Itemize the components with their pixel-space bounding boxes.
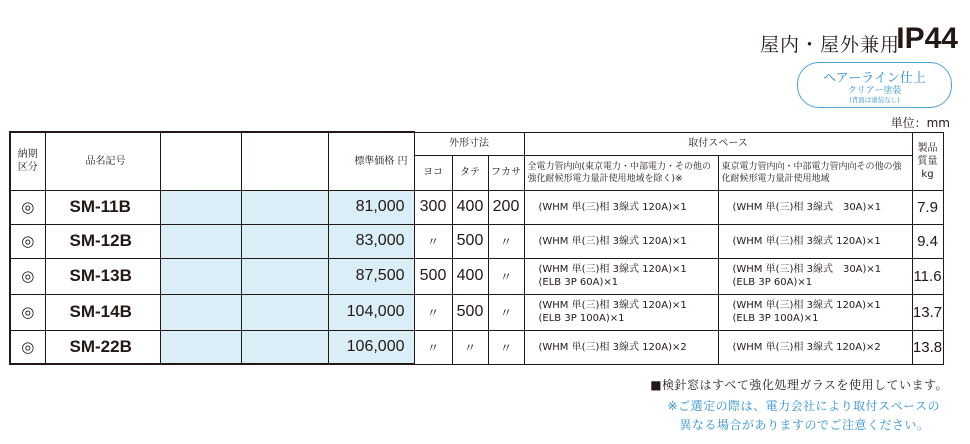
header-space-a: 全電力管内向(東京電力・中部電力・その他の強化耐候形電力量計使用地域を除く)※: [524, 155, 718, 190]
dim-w: 300: [414, 190, 452, 224]
delivery-mark: ◎: [10, 330, 45, 364]
header-delivery: 納期 区分: [10, 132, 45, 190]
blank-cell: [160, 330, 241, 364]
dim-w: 〃: [414, 294, 452, 330]
note-selection: [668, 397, 940, 435]
finish-line2: クリアー塗装: [847, 86, 902, 96]
header-dims: 外形寸法: [414, 132, 524, 155]
dim-h: 400: [452, 258, 488, 294]
delivery-mark: ◎: [10, 258, 45, 294]
dim-d: 〃: [488, 330, 524, 364]
weight: 13.8: [912, 330, 943, 364]
space-a: (WHM 単(三)相 3線式 120A)×1: [524, 224, 718, 258]
dim-w: 500: [414, 258, 452, 294]
model-name: SM-22B: [45, 330, 160, 364]
blank-cell: [160, 294, 241, 330]
header-weight: 製品質量kg: [912, 132, 943, 190]
unit-label: 単位：mm: [890, 116, 950, 130]
table-row: [10, 224, 943, 258]
header-d: フカサ: [488, 155, 524, 190]
dim-h: 〃: [452, 330, 488, 364]
usage-label: 屋内・屋外兼用: [759, 34, 900, 56]
blank-cell: [241, 294, 328, 330]
weight: 11.6: [912, 258, 943, 294]
model-name: SM-13B: [45, 258, 160, 294]
space-b: (WHM 単(三)相 3線式 120A)×1: [718, 224, 912, 258]
header-blank-1: [160, 132, 241, 190]
header-space-b: 東京電力管内向・中部電力管内向その他の強化耐候形電力量計使用地域: [718, 155, 912, 190]
note-glass: ■検針窓はすべて強化処理ガラスを使用しています。: [650, 378, 948, 392]
header-mount-space: 取付スペース: [524, 132, 912, 155]
dim-d: 〃: [488, 294, 524, 330]
blank-cell: [160, 258, 241, 294]
table-row: [10, 258, 943, 294]
model-name: SM-14B: [45, 294, 160, 330]
space-b: (WHM 単(三)相 3線式 120A)×1 (ELB 3P 100A)×1: [718, 294, 912, 330]
dim-d: 〃: [488, 258, 524, 294]
space-a: (WHM 単(三)相 3線式 120A)×1 (ELB 3P 100A)×1: [524, 294, 718, 330]
weight: 13.7: [912, 294, 943, 330]
dim-h: 400: [452, 190, 488, 224]
price: 87,500: [328, 258, 414, 294]
price: 104,000: [328, 294, 414, 330]
dim-h: 500: [452, 224, 488, 258]
price: 83,000: [328, 224, 414, 258]
dim-d: 〃: [488, 224, 524, 258]
table-row: [10, 190, 943, 224]
space-a: (WHM 単(三)相 3線式 120A)×1: [524, 190, 718, 224]
delivery-mark: ◎: [10, 224, 45, 258]
space-b: (WHM 単(三)相 3線式 120A)×2: [718, 330, 912, 364]
header-w: ヨコ: [414, 155, 452, 190]
table-row: [10, 294, 943, 330]
space-b: (WHM 単(三)相 3線式 30A)×1: [718, 190, 912, 224]
dim-h: 500: [452, 294, 488, 330]
ip-rating: IP44: [896, 22, 958, 55]
price: 81,000: [328, 190, 414, 224]
space-a: (WHM 単(三)相 3線式 120A)×1 (ELB 3P 60A)×1: [524, 258, 718, 294]
header-blank-2: [241, 132, 328, 190]
table-row: [10, 330, 943, 364]
spec-table: [9, 131, 944, 365]
weight: 7.9: [912, 190, 943, 224]
note-selection-line2: 異なる場合がありますのでご注意ください。: [679, 418, 930, 432]
finish-line3: (背面は塗装なし): [849, 96, 900, 104]
finish-line1: ヘアーライン仕上: [823, 71, 926, 86]
blank-cell: [160, 224, 241, 258]
header-h: タテ: [452, 155, 488, 190]
model-name: SM-11B: [45, 190, 160, 224]
delivery-mark: ◎: [10, 294, 45, 330]
delivery-mark: ◎: [10, 190, 45, 224]
header-price: 標準価格 円: [328, 132, 414, 190]
note-selection-line1: ※ご選定の際は、電力会社により取付スペースの: [667, 399, 940, 413]
space-a: (WHM 単(三)相 3線式 120A)×2: [524, 330, 718, 364]
model-name: SM-12B: [45, 224, 160, 258]
dim-w: 〃: [414, 330, 452, 364]
finish-badge: [797, 62, 952, 108]
dim-w: 〃: [414, 224, 452, 258]
space-b: (WHM 単(三)相 3線式 30A)×1 (ELB 3P 60A)×1: [718, 258, 912, 294]
blank-cell: [241, 190, 328, 224]
blank-cell: [241, 330, 328, 364]
blank-cell: [241, 224, 328, 258]
weight: 9.4: [912, 224, 943, 258]
price: 106,000: [328, 330, 414, 364]
blank-cell: [160, 190, 241, 224]
dim-d: 200: [488, 190, 524, 224]
blank-cell: [241, 258, 328, 294]
header-model: 品名記号: [45, 132, 160, 190]
